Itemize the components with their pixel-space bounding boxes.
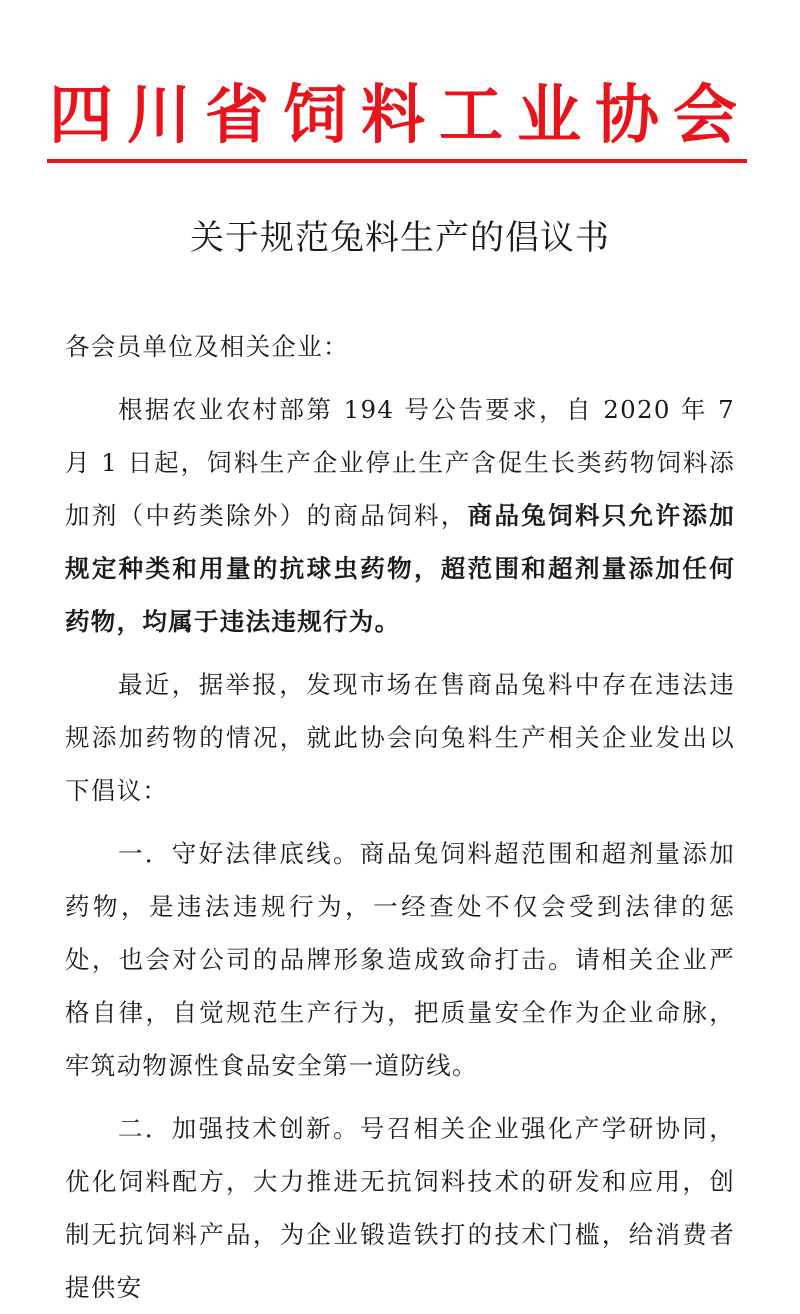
paragraph-3: 一．守好法律底线。商品兔饲料超范围和超剂量添加药物，是违法违规行为，一经查处不仅会受到法律的惩处，也会对公司的品牌形象造成致命打击。请相关企业严格自律，自觉规范生产行为，把质量安全作为企业命脉，牢筑动物源性食品安全第一道防线。 [65,839,735,1080]
salutation: 各会员单位及相关企业： [65,332,349,361]
paragraph-2: 最近，据举报，发现市场在售商品兔料中存在违法违规添加药物的情况，就此协会向兔料生产相关企业发出以下倡议： [65,670,735,805]
document-body [65,320,735,1314]
letterhead-red-rule [47,159,747,163]
document-title: 关于规范兔料生产的倡议书 [190,218,610,258]
paragraph-1-text: 根据农业农村部第 194 号公告要求，自 2020 年 7 月 1 日起，饲料生产企业停止生产含促生长类药物饲料添加剂（中药类除外）的商品饲料， [65,395,735,530]
paragraph-4: 二．加强技术创新。号召相关企业强化产学研协同，优化饲料配方，大力推进无抗饲料技术的研发和应用，创制无抗饲料产品，为企业锻造铁打的技术门槛，给消费者提供安 [65,1114,735,1302]
paragraph-1 [65,383,735,648]
paragraph-1-bold-text: 商品兔饲料只允许添加规定种类和用量的抗球虫药物，超范围和超剂量添加任何药物，均属于违法违规行为。 [65,501,735,636]
organization-letterhead: 四川省饲料工业协会 [49,79,751,153]
